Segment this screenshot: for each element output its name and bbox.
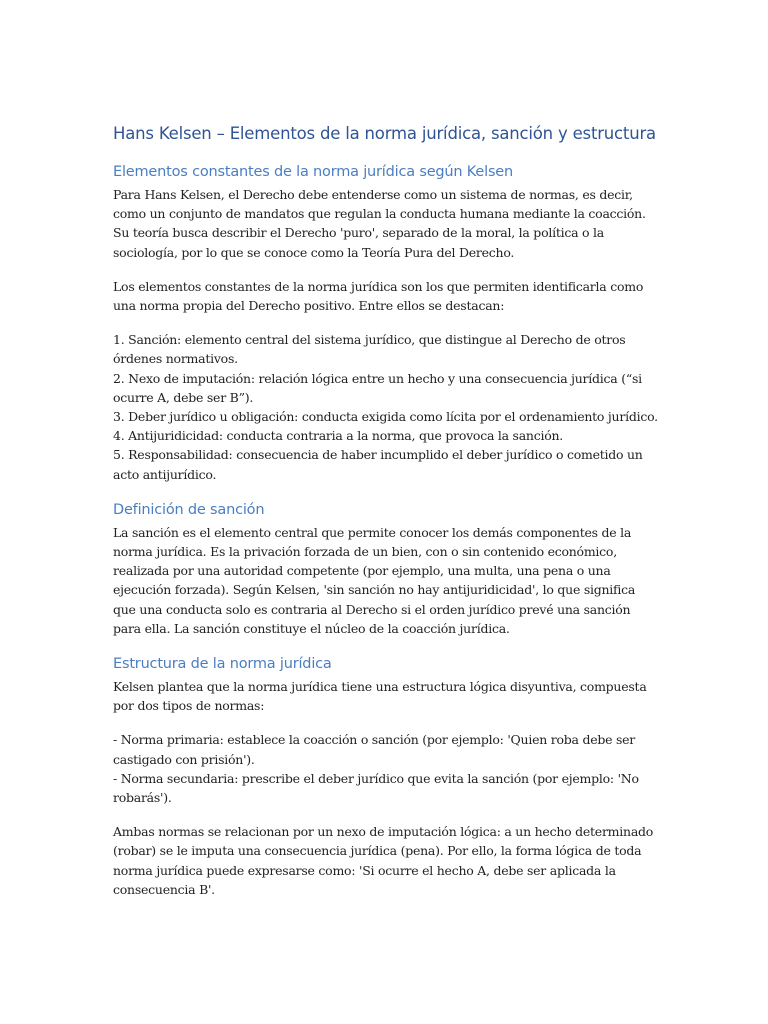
- elementos-list: [113, 330, 658, 484]
- document-content: [113, 120, 658, 914]
- list-item: 1. Sanción: elemento central del sistema jurídico, que distingue al Derecho de otros órdenes normativos.: [113, 332, 626, 367]
- list-item: 3. Deber jurídico u obligación: conducta exigida como lícita por el ordenamiento jurídico.: [113, 409, 658, 425]
- paragraph-nexo-imputacion: Ambas normas se relacionan por un nexo de imputación lógica: a un hecho determinado (robar) se le imputa una consecuencia jurídica (pena). Por ello, la forma lógica de toda norma jurídica puede expresarse como: 'Si ocurre el hecho A, debe ser aplicada la consecuencia B'.: [113, 824, 654, 897]
- section-heading-elementos: Elementos constantes de la norma jurídica según Kelsen: [113, 164, 514, 180]
- list-item: 2. Nexo de imputación: relación lógica entre un hecho y una consecuencia jurídica (“si ocurre A, debe ser B”).: [113, 370, 642, 405]
- paragraph-sancion: La sanción es el elemento central que permite conocer los demás componentes de la norma jurídica. Es la privación forzada de un bien, con o sin contenido económico, realizada por una autoridad competente (por ejemplo, una multa, una pena o una ejecución forzada). Según Kelsen, 'sin sanción no hay antijuridicidad', lo que significa que una conducta solo es contraria al Derecho si el orden jurídico prevé una sanción para ella. La sanción constituye el núcleo de la coacción jurídica.: [113, 524, 636, 636]
- section-heading-sancion: Definición de sanción: [113, 501, 265, 518]
- list-item: 4. Antijuridicidad: conducta contraria a la norma, que provoca la sanción.: [113, 428, 564, 444]
- list-item: - Norma primaria: establece la coacción o sanción (por ejemplo: 'Quien roba debe ser castigado con prisión').: [113, 732, 636, 767]
- list-item: 5. Responsabilidad: consecuencia de haber incumplido el deber jurídico o cometido un acto antijurídico.: [113, 447, 643, 482]
- paragraph-kelsen-intro: Para Hans Kelsen, el Derecho debe entenderse como un sistema de normas, es decir, como un conjunto de mandatos que regulan la conducta humana mediante la coacción. Su teoría busca describir el Derecho 'puro', separado de la moral, la política o la sociología, por lo que se conoce como la Teoría Pura del Derecho.: [113, 187, 646, 260]
- normas-list: [113, 730, 658, 807]
- paragraph-elementos-intro: Los elementos constantes de la norma jurídica son los que permiten identificarla como una norma propia del Derecho positivo. Entre ellos se destacan:: [113, 278, 644, 314]
- paragraph-estructura-intro: Kelsen plantea que la norma jurídica tiene una estructura lógica disyuntiva, compuesta por dos tipos de normas:: [113, 679, 647, 714]
- list-item: - Norma secundaria: prescribe el deber jurídico que evita la sanción (por ejemplo: 'No robarás').: [113, 770, 639, 806]
- document-title: Hans Kelsen – Elementos de la norma jurídica, sanción y estructura: [113, 124, 656, 143]
- section-heading-estructura: Estructura de la norma jurídica: [113, 656, 332, 673]
